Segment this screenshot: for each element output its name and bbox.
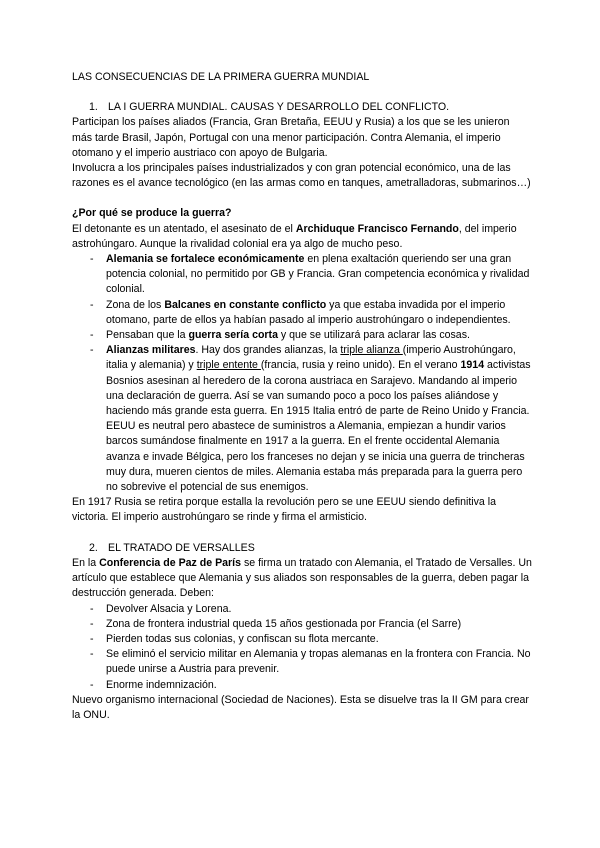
section-2-title: EL TRATADO DE VERSALLES [108,541,255,554]
causes-intro: El detonante es un atentado, el asesinato de el Archiduque Francisco Fernando, del imperio astrohúngaro. Aunque la rivalidad colonial era ya algo de mucho peso. [72,222,517,250]
treaty-terms-list [72,602,532,693]
list-item: - Zona de los Balcanes en constante conflicto ya que estaba invadida por el imperio otomano, parte de ellos ya habían pasado al imperio austrohúngaro o independientes. [72,298,532,328]
page-title: LAS CONSECUENCIAS DE LA PRIMERA GUERRA MUNDIAL [72,71,370,83]
causes-heading: ¿Por qué se produce la guerra? [72,207,232,220]
causes-outro: En 1917 Rusia se retira porque estalla la revolución pero se une EEUU siendo definitiva la victoria. El imperio austrohúngaro se rinde y firma el armisticio. [72,496,496,524]
section-1-heading [72,100,532,115]
list-item: - Zona de frontera industrial queda 15 años gestionada por Francia (el Sarre) [72,617,532,632]
section-1-number: 1. [89,101,98,114]
document-page [72,70,532,723]
causes-list [72,252,532,495]
section-1-paragraph-2: Involucra a los principales países industrializados y con gran potencial económico, una de las razones es el avance tecnológico (en las armas como en tanques, ametralladoras, submarinos…) [72,162,531,190]
section-1-paragraph-1: Participan los países aliados (Francia, Gran Bretaña, EEUU y Rusia) a los que se les unieron más tarde Brasil, Japón, Portugal con una menor participación. Contra Alemania, el imperio otomano y el imperio austriaco con apoyo de Bulgaria. [72,116,510,159]
list-item: - Alemania se fortalece económicamente en plena exaltación queriendo ser una gran potencia colonial, no permitido por GB y Francia. Gran competencia económica y rivalidad colonial. [72,252,532,298]
section-2-heading [72,541,532,556]
list-item: - Pensaban que la guerra sería corta y que se utilizará para aclarar las cosas. [72,328,532,343]
list-item: - Pierden todas sus colonias, y confiscan su flota mercante. [72,632,532,647]
list-item: - Alianzas militares. Hay dos grandes alianzas, la triple alianza (imperio Austrohúngaro, italia y alemania) y triple entente (francia, rusia y reino unido). En el verano 1914 activistas Bosnios asesinan al heredero de la corona austriaca en Sarajevo. Mandando al imperio una declaración de guerra. Así se van sumando poco a poco los países aliándose y haciendo más grande esta guerra. En 1915 Italia entró de parte de Reino Unido y Francia. EEUU es neutral pero abastece de suministros a Alemania, empiezan a hundir varios barcos sumándose finalmente en 1917 a la guerra. En el frente occidental Alemania avanza e invade Bélgica, pero los franceses no dejan y se inicia una guerra de trincheras muy dura, mueren cientos de miles. Alemania estaba más preparada para la guerra pero no sobrevive el potencial de sus enemigos. [72,343,532,495]
section-2-outro: Nuevo organismo internacional (Sociedad de Naciones). Esta se disuelve tras la II GM para crear la ONU. [72,693,529,721]
section-1-title: LA I GUERRA MUNDIAL. CAUSAS Y DESARROLLO DEL CONFLICTO. [108,101,450,114]
list-item: - Se eliminó el servicio militar en Alemania y tropas alemanas en la frontera con Francia. No puede unirse a Austria para prevenir. [72,647,532,677]
list-item: - Enorme indemnización. [72,678,532,693]
section-2-number: 2. [89,541,98,554]
list-item: - Devolver Alsacia y Lorena. [72,602,532,617]
section-2-intro: En la Conferencia de Paz de París se firma un tratado con Alemania, el Tratado de Versalles. Un artículo que establece que Alemania y sus aliados son responsables de la guerra, deben pagar la destrucción generada. Deben: [72,556,532,600]
